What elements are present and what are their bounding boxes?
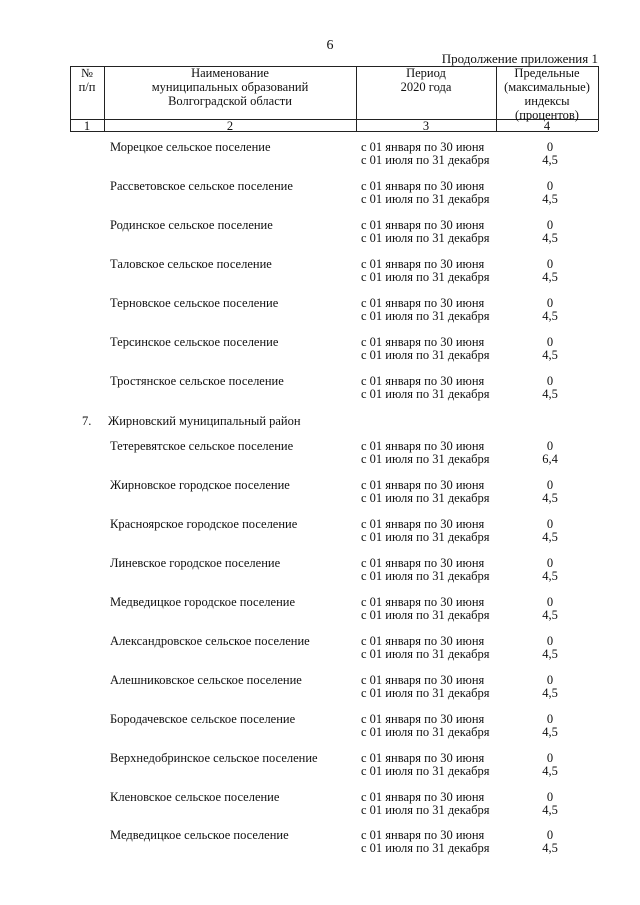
row-index-first-half: 0 xyxy=(546,751,554,765)
row-name: Жирновское городское поселение xyxy=(110,478,290,492)
row-index-first-half: 0 xyxy=(546,218,554,232)
row-period-second-half: с 01 июля по 31 декабря xyxy=(361,231,490,245)
row-index-first-half: 0 xyxy=(546,296,554,310)
row-index-second-half: 4,5 xyxy=(542,530,558,544)
row-index-second-half: 4,5 xyxy=(542,491,558,505)
row-period-first-half: с 01 января по 30 июня xyxy=(361,257,485,271)
row-index-second-half: 4,5 xyxy=(542,192,558,206)
row-period-second-half: с 01 июля по 31 декабря xyxy=(361,725,490,739)
row-name: Таловское сельское поселение xyxy=(110,257,272,271)
column-number: 1 xyxy=(83,119,91,133)
row-period-first-half: с 01 января по 30 июня xyxy=(361,179,485,193)
row-index-second-half: 4,5 xyxy=(542,270,558,284)
row-period-second-half: с 01 июля по 31 декабря xyxy=(361,348,490,362)
row-period-first-half: с 01 января по 30 июня xyxy=(361,556,485,570)
row-period-second-half: с 01 июля по 31 декабря xyxy=(361,647,490,661)
row-period-second-half: с 01 июля по 31 декабря xyxy=(361,764,490,778)
page-number: 6 xyxy=(326,38,334,53)
row-period-first-half: с 01 января по 30 июня xyxy=(361,595,485,609)
row-name: Морецкое сельское поселение xyxy=(110,140,271,154)
row-name: Родинское сельское поселение xyxy=(110,218,273,232)
table-row xyxy=(0,296,640,328)
row-period-first-half: с 01 января по 30 июня xyxy=(361,374,485,388)
row-index-first-half: 0 xyxy=(546,673,554,687)
row-name: Бородачевское сельское поселение xyxy=(110,712,296,726)
row-period-second-half: с 01 июля по 31 декабря xyxy=(361,387,490,401)
row-period-second-half: с 01 июля по 31 декабря xyxy=(361,686,490,700)
row-period-second-half: с 01 июля по 31 декабря xyxy=(361,530,490,544)
row-index-second-half: 4,5 xyxy=(542,348,558,362)
row-index-first-half: 0 xyxy=(546,828,554,842)
row-period-second-half: с 01 июля по 31 декабря xyxy=(361,153,490,167)
row-name: Кленовское сельское поселение xyxy=(110,790,280,804)
row-period-first-half: с 01 января по 30 июня xyxy=(361,828,485,842)
row-name: Терсинское сельское поселение xyxy=(110,335,279,349)
header-index: Предельные (максимальные) индексы (процентов) xyxy=(504,66,590,122)
table-row xyxy=(0,828,640,860)
table-row xyxy=(0,751,640,783)
row-index-second-half: 4,5 xyxy=(542,569,558,583)
header-name: Наименование муниципальных образований Волгоградской области xyxy=(151,66,309,108)
row-name: Медведицкое городское поселение xyxy=(110,595,295,609)
row-index-second-half: 6,4 xyxy=(542,452,558,466)
row-name: Линевское городское поселение xyxy=(110,556,281,570)
column-number: 2 xyxy=(226,119,234,133)
row-period-second-half: с 01 июля по 31 декабря xyxy=(361,309,490,323)
row-index-first-half: 0 xyxy=(546,790,554,804)
row-index-second-half: 4,5 xyxy=(542,608,558,622)
row-name: Верхнедобринское сельское поселение xyxy=(110,751,318,765)
row-name: Красноярское городское поселение xyxy=(110,517,298,531)
row-period-first-half: с 01 января по 30 июня xyxy=(361,517,485,531)
row-index-first-half: 0 xyxy=(546,374,554,388)
column-divider xyxy=(598,66,599,131)
row-name: Тетеревятское сельское поселение xyxy=(110,439,294,453)
table-row xyxy=(0,634,640,666)
row-index-first-half: 0 xyxy=(546,140,554,154)
table-row xyxy=(0,595,640,627)
row-name: Алешниковское сельское поселение xyxy=(110,673,302,687)
table-row xyxy=(0,517,640,549)
table-row xyxy=(0,179,640,211)
row-index-second-half: 4,5 xyxy=(542,764,558,778)
row-period-second-half: с 01 июля по 31 декабря xyxy=(361,192,490,206)
row-index-first-half: 0 xyxy=(546,634,554,648)
row-period-first-half: с 01 января по 30 июня xyxy=(361,634,485,648)
row-period-first-half: с 01 января по 30 июня xyxy=(361,296,485,310)
table-row xyxy=(0,374,640,406)
table-row xyxy=(0,140,640,172)
row-index-first-half: 0 xyxy=(546,595,554,609)
table-row xyxy=(0,790,640,822)
row-index-second-half: 4,5 xyxy=(542,841,558,855)
table-row xyxy=(0,556,640,588)
row-index-first-half: 0 xyxy=(546,335,554,349)
row-period-first-half: с 01 января по 30 июня xyxy=(361,140,485,154)
table-row xyxy=(0,218,640,250)
row-index-first-half: 0 xyxy=(546,478,554,492)
row-index-second-half: 4,5 xyxy=(542,387,558,401)
column-number: 3 xyxy=(422,119,430,133)
table-row xyxy=(0,478,640,510)
row-name: Тростянское сельское поселение xyxy=(110,374,284,388)
row-period-first-half: с 01 января по 30 июня xyxy=(361,673,485,687)
row-period-second-half: с 01 июля по 31 декабря xyxy=(361,608,490,622)
row-name: Терновское сельское поселение xyxy=(110,296,279,310)
table-row xyxy=(0,257,640,289)
row-name: Рассветовское сельское поселение xyxy=(110,179,293,193)
row-period-second-half: с 01 июля по 31 декабря xyxy=(361,452,490,466)
row-index-first-half: 0 xyxy=(546,439,554,453)
table-row xyxy=(0,439,640,471)
header-period: Период 2020 года xyxy=(400,66,452,94)
row-period-second-half: с 01 июля по 31 декабря xyxy=(361,803,490,817)
row-index-first-half: 0 xyxy=(546,712,554,726)
row-index-second-half: 4,5 xyxy=(542,231,558,245)
row-name: Медведицкое сельское поселение xyxy=(110,828,289,842)
row-period-first-half: с 01 января по 30 июня xyxy=(361,478,485,492)
header-num: № п/п xyxy=(78,66,96,94)
row-period-first-half: с 01 января по 30 июня xyxy=(361,712,485,726)
table-row xyxy=(0,335,640,367)
row-name: Александровское сельское поселение xyxy=(110,634,310,648)
row-period-second-half: с 01 июля по 31 декабря xyxy=(361,270,490,284)
row-index-second-half: 4,5 xyxy=(542,803,558,817)
row-period-second-half: с 01 июля по 31 декабря xyxy=(361,569,490,583)
row-index-second-half: 4,5 xyxy=(542,153,558,167)
row-index-second-half: 4,5 xyxy=(542,725,558,739)
district-number: 7. xyxy=(82,414,92,428)
row-index-second-half: 4,5 xyxy=(542,647,558,661)
table-row xyxy=(0,712,640,744)
row-index-second-half: 4,5 xyxy=(542,686,558,700)
row-period-first-half: с 01 января по 30 июня xyxy=(361,335,485,349)
row-period-first-half: с 01 января по 30 июня xyxy=(361,439,485,453)
row-index-second-half: 4,5 xyxy=(542,309,558,323)
column-number: 4 xyxy=(543,119,551,133)
continuation-label: Продолжение приложения 1 xyxy=(441,51,598,66)
row-period-first-half: с 01 января по 30 июня xyxy=(361,751,485,765)
row-period-second-half: с 01 июля по 31 декабря xyxy=(361,841,490,855)
row-index-first-half: 0 xyxy=(546,556,554,570)
table-row xyxy=(0,673,640,705)
row-period-first-half: с 01 января по 30 июня xyxy=(361,790,485,804)
row-period-second-half: с 01 июля по 31 декабря xyxy=(361,491,490,505)
row-index-first-half: 0 xyxy=(546,517,554,531)
district-name: Жирновский муниципальный район xyxy=(108,414,301,428)
row-index-first-half: 0 xyxy=(546,179,554,193)
row-period-first-half: с 01 января по 30 июня xyxy=(361,218,485,232)
row-index-first-half: 0 xyxy=(546,257,554,271)
